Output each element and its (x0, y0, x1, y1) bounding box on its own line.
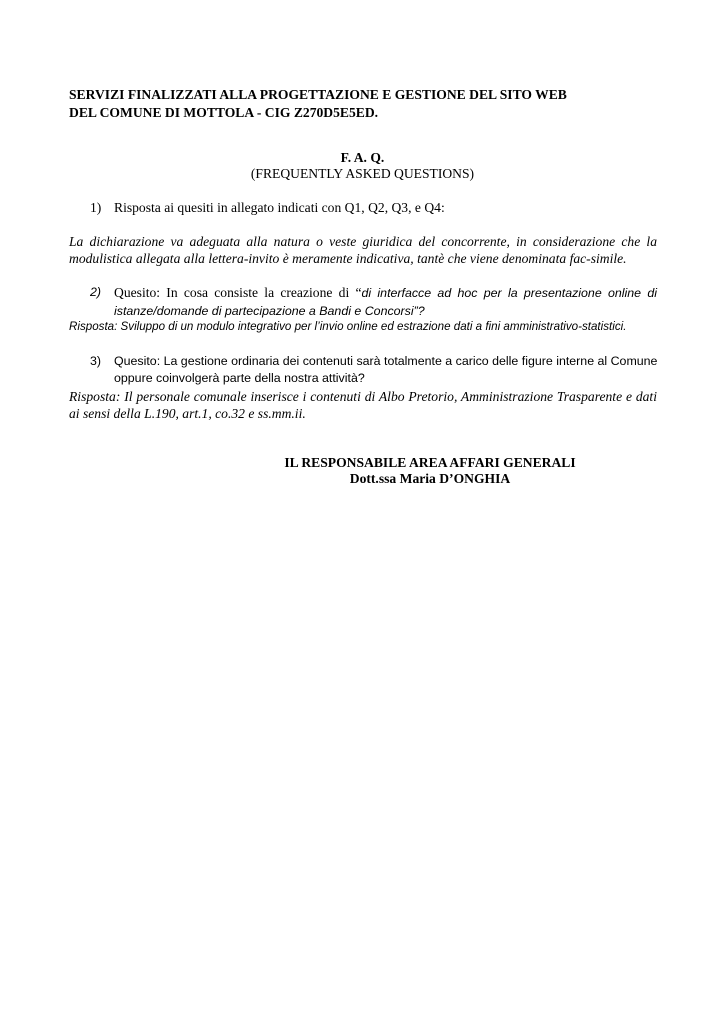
faq-item-2-question-prefix: Quesito: In cosa consiste la creazione di “ (114, 285, 362, 300)
faq-item-2-question-italic: di interfacce ad hoc per la presentazione online di istanze/domande di partecipazione a Bandi e Concorsi”? (114, 286, 657, 318)
faq-item-1-number: 1) (90, 200, 102, 215)
faq-item-1-question-text: Risposta ai quesiti in allegato indicati con Q1, Q2, Q3, e Q4: (114, 200, 445, 215)
title-line-2: DEL COMUNE DI MOTTOLA - CIG Z270D5E5ED. (69, 105, 379, 120)
faq-heading: F. A. Q. (340, 150, 385, 165)
faq-item-2-answer: Risposta: Sviluppo di un modulo integrativo per l’invio online ed estrazione dati a fini amministrativo-statistici. (69, 320, 627, 333)
faq-item-3-answer: Risposta: Il personale comunale inserisce i contenuti di Albo Pretorio, Amministrazione Trasparente e dati ai sensi della L.190, art.1, co.32 e ss.mm.ii. (69, 389, 657, 421)
signature-name: Dott.ssa Maria D’ONGHIA (349, 471, 511, 486)
faq-item-2-question (90, 284, 657, 320)
faq-item-3-question-text: Quesito: La gestione ordinaria dei contenuti sarà totalmente a carico delle figure interne al Comune oppure coinvolgerà parte della nostra attività? (114, 354, 658, 385)
title-line-1: SERVIZI FINALIZZATI ALLA PROGETTAZIONE E GESTIONE DEL SITO WEB (69, 87, 567, 102)
faq-subheading: (FREQUENTLY ASKED QUESTIONS) (250, 166, 475, 181)
signature-role: IL RESPONSABILE AREA AFFARI GENERALI (284, 455, 576, 470)
faq-item-2-number: 2) (90, 285, 102, 299)
faq-item-3-question (90, 353, 670, 387)
faq-item-1-answer: La dichiarazione va adeguata alla natura o veste giuridica del concorrente, in considerazione che la modulistica allegata alla lettera-invito è meramente indicativa, tantè che viene denominata fac-simile. (69, 234, 657, 266)
signature-block (260, 455, 600, 487)
faq-item-1-question (90, 200, 445, 216)
document-title (69, 86, 669, 122)
faq-item-3-number: 3) (90, 354, 102, 368)
